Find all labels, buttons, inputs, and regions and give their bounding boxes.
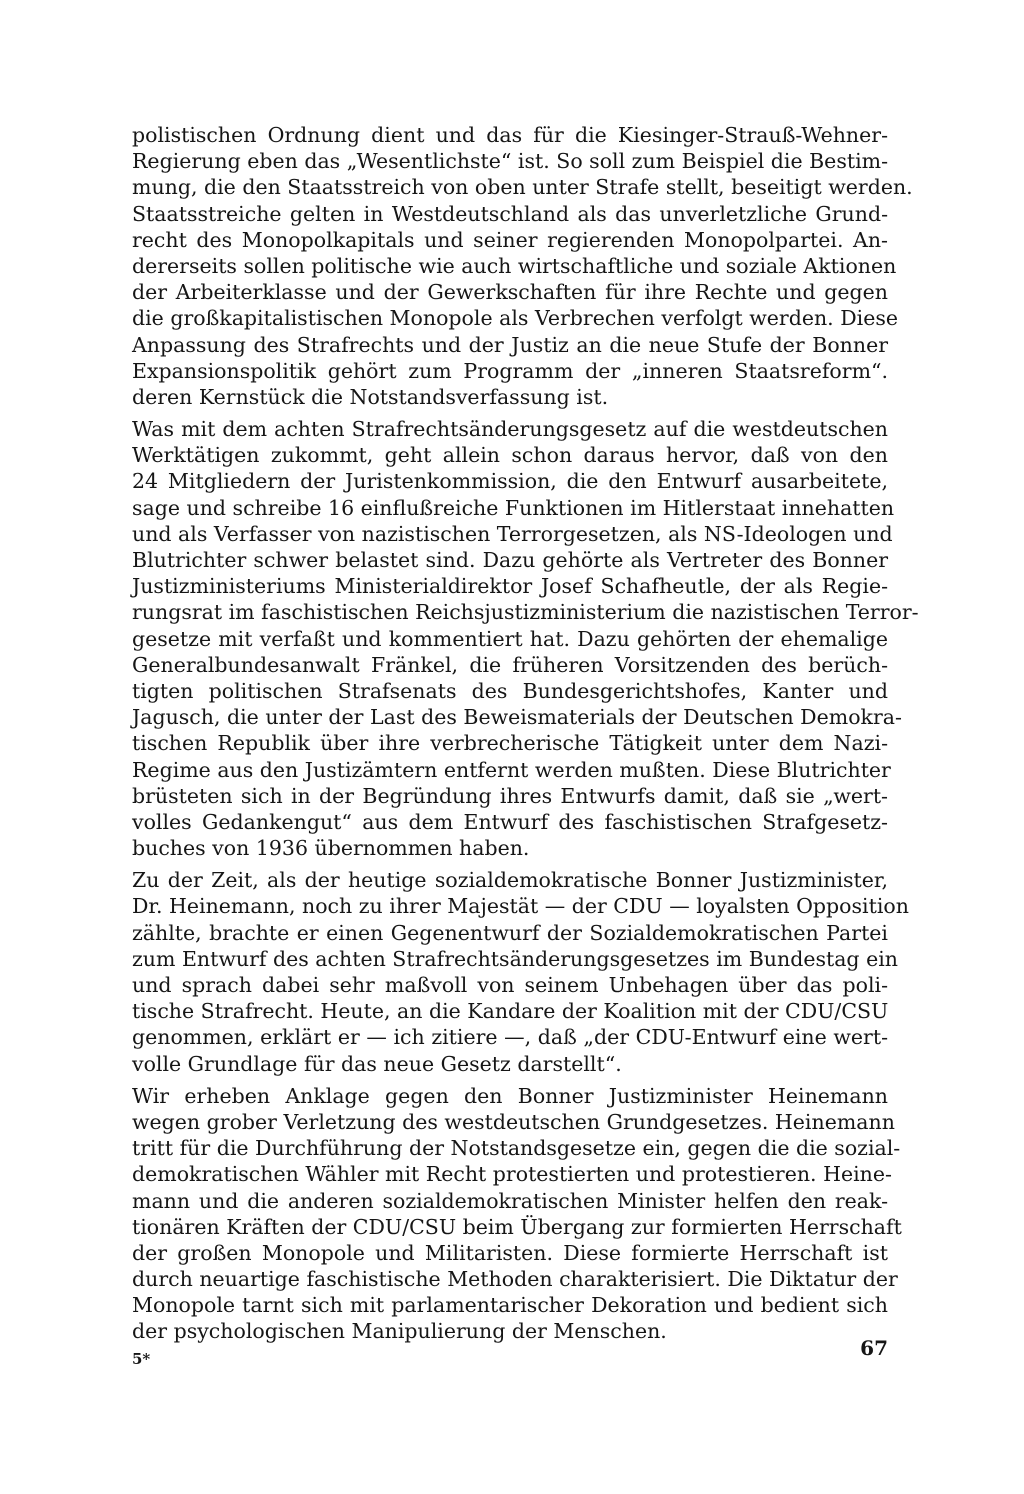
- paragraph: [132, 416, 919, 861]
- text-line: tritt für die Durchführung der Notstandsgesetze ein, gegen die die sozial-: [132, 1136, 901, 1161]
- text-line: Anpassung des Strafrechts und der Justiz an die neue Stufe der Bonner: [132, 332, 888, 357]
- paragraph: [132, 122, 913, 410]
- text-line: Expansionspolitik gehört zum Programm der „inneren Staatsreform“.: [132, 358, 888, 383]
- text-line: Jagusch, die unter der Last des Beweismaterials der Deutschen Demokra-: [132, 705, 902, 730]
- body-text: [132, 122, 919, 1345]
- text-line: Justizministeriums Ministerialdirektor Josef Schafheutle, der als Regie-: [132, 574, 888, 599]
- text-line: volles Gedankengut“ aus dem Entwurf des faschistischen Strafgesetz-: [132, 809, 888, 834]
- text-line: der psychologischen Manipulierung der Menschen.: [132, 1319, 667, 1344]
- text-line: Blutrichter schwer belastet sind. Dazu gehörte als Vertreter des Bonner: [132, 548, 888, 572]
- text-line: Dr. Heinemann, noch zu ihrer Majestät — der CDU — loyalsten Opposition: [132, 894, 909, 919]
- text-line: Werktätigen zukommt, geht allein schon daraus hervor, daß von den: [132, 443, 888, 468]
- text-line: Zu der Zeit, als der heutige sozialdemokratische Bonner Justizminister,: [132, 868, 888, 893]
- text-line: zum Entwurf des achten Strafrechtsänderungsgesetzes im Bundestag ein: [132, 946, 898, 971]
- text-line: tionären Kräften der CDU/CSU beim Übergang zur formierten Herrschaft: [132, 1214, 902, 1239]
- text-line: die großkapitalistischen Monopole als Verbrechen verfolgt werden. Diese: [132, 306, 898, 331]
- text-line: rungsrat im faschistischen Reichsjustizministerium die nazistischen Terror-: [132, 600, 919, 625]
- text-line: gesetze mit verfaßt und kommentiert hat. Dazu gehörten der ehemalige: [132, 626, 888, 651]
- text-line: tische Strafrecht. Heute, an die Kandare der Koalition mit der CDU/CSU: [132, 999, 889, 1024]
- text-line: tischen Republik über ihre verbrecherische Tätigkeit unter dem Nazi-: [132, 731, 888, 756]
- text-line: demokratischen Wähler mit Recht protestierten und protestieren. Heine-: [132, 1162, 892, 1187]
- paragraph: [132, 867, 909, 1077]
- text-line: brüsteten sich in der Begründung ihres Entwurfs damit, daß sie „wert-: [132, 783, 888, 808]
- text-line: durch neuartige faschistische Methoden charakterisiert. Die Diktatur der: [132, 1267, 898, 1292]
- text-line: Staatsstreiche gelten in Westdeutschland als das unverletzliche Grund-: [132, 201, 888, 226]
- text-line: mann und die anderen sozialdemokratischen Minister helfen den reak-: [132, 1188, 888, 1213]
- text-line: volle Grundlage für das neue Gesetz darstellt“.: [132, 1051, 622, 1076]
- text-line: dererseits sollen politische wie auch wirtschaftliche und soziale Aktionen: [132, 253, 897, 278]
- text-line: Wir erheben Anklage gegen den Bonner Justizminister Heinemann: [132, 1083, 888, 1108]
- paragraph: [132, 1083, 902, 1345]
- text-line: 24 Mitgliedern der Juristenkommission, die den Entwurf ausarbeitete,: [132, 469, 888, 494]
- text-line: der großen Monopole und Militaristen. Diese formierte Herrschaft ist: [132, 1240, 888, 1265]
- text-line: Was mit dem achten Strafrechtsänderungsgesetz auf die westdeutschen: [132, 417, 888, 442]
- text-line: Monopole tarnt sich mit parlamentarischer Dekoration und bedient sich: [132, 1293, 888, 1318]
- signature-mark: 5*: [132, 1350, 151, 1368]
- text-line: Regime aus den Justizämtern entfernt werden mußten. Diese Blutrichter: [132, 757, 891, 782]
- text-line: tigten politischen Strafsenats des Bundesgerichtshofes, Kanter und: [132, 678, 888, 703]
- text-line: und als Verfasser von nazistischen Terrorgesetzen, als NS-Ideologen und: [132, 521, 893, 546]
- text-line: recht des Monopolkapitals und seiner regierenden Monopolpartei. An-: [132, 227, 888, 252]
- text-line: wegen grober Verletzung des westdeutschen Grundgesetzes. Heinemann: [132, 1109, 895, 1134]
- text-line: und sprach dabei sehr maßvoll von seinem Unbehagen über das poli-: [132, 973, 888, 997]
- text-line: Regierung eben das „Wesentlichste“ ist. So soll zum Beispiel die Bestim-: [132, 149, 888, 174]
- text-line: sage und schreibe 16 einflußreiche Funktionen im Hitlerstaat innehatten: [132, 495, 895, 520]
- text-line: Generalbundesanwalt Fränkel, die früheren Vorsitzenden des berüch-: [132, 652, 888, 677]
- text-line: der Arbeiterklasse und der Gewerkschaften für ihre Rechte und gegen: [132, 280, 888, 305]
- page-number: 67: [860, 1336, 888, 1360]
- text-line: genommen, erklärt er — ich zitiere —, daß „der CDU-Entwurf eine wert-: [132, 1025, 888, 1050]
- text-line: buches von 1936 übernommen haben.: [132, 836, 530, 861]
- text-line: polistischen Ordnung dient und das für die Kiesinger-Strauß-Wehner-: [132, 123, 888, 147]
- text-line: deren Kernstück die Notstandsverfassung ist.: [132, 384, 609, 409]
- text-line: zählte, brachte er einen Gegenentwurf der Sozialdemokratischen Partei: [132, 920, 888, 945]
- text-line: mung, die den Staatsstreich von oben unter Strafe stellt, beseitigt werden.: [132, 175, 913, 200]
